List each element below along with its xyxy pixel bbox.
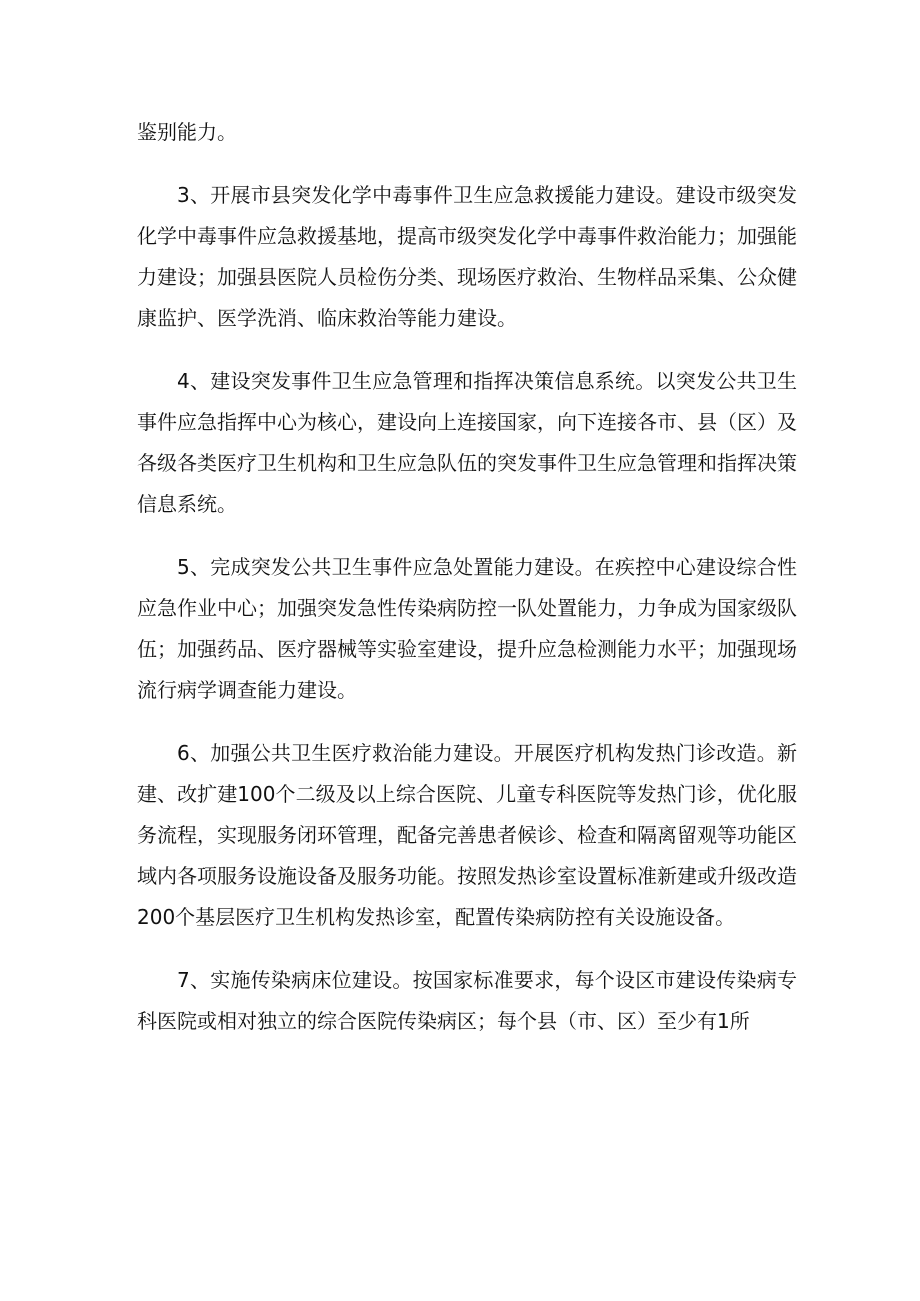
paragraph-1: 3、开展市县突发化学中毒事件卫生应急救援能力建设。建设市级突发化学中毒事件应急救援基地，提高市级突发化学中毒事件救治能力；加强能力建设；加强县医院人员检伤分类、现场医疗救治、生物样品采集、公众健康监护、医学洗消、临床救治等能力建设。 [137, 183, 797, 330]
paragraph-5: 7、实施传染病床位建设。按国家标准要求，每个设区市建设传染病专科医院或相对独立的综合医院传染病区；每个县（市、区）至少有1所 [137, 968, 797, 1033]
document-body [137, 112, 797, 1064]
paragraph-0: 鉴别能力。 [137, 120, 237, 144]
paragraph-3: 5、完成突发公共卫生事件应急处置能力建设。在疾控中心建设综合性应急作业中心；加强突发急性传染病防控一队处置能力，力争成为国家级队伍；加强药品、医疗器械等实验室建设，提升应急检测能力水平；加强现场流行病学调查能力建设。 [137, 555, 797, 702]
paragraph-2: 4、建设突发事件卫生应急管理和指挥决策信息系统。以突发公共卫生事件应急指挥中心为核心，建设向上连接国家，向下连接各市、县（区）及各级各类医疗卫生机构和卫生应急队伍的突发事件卫生应急管理和指挥决策信息系统。 [137, 369, 797, 516]
paragraph-4: 6、加强公共卫生医疗救治能力建设。开展医疗机构发热门诊改造。新建、改扩建100个二级及以上综合医院、儿童专科医院等发热门诊，优化服务流程，实现服务闭环管理，配备完善患者候诊、检查和隔离留观等功能区域内各项服务设施设备及服务功能。按照发热诊室设置标准新建或升级改造200个基层医疗卫生机构发热诊室，配置传染病防控有关设施设备。 [137, 741, 797, 929]
